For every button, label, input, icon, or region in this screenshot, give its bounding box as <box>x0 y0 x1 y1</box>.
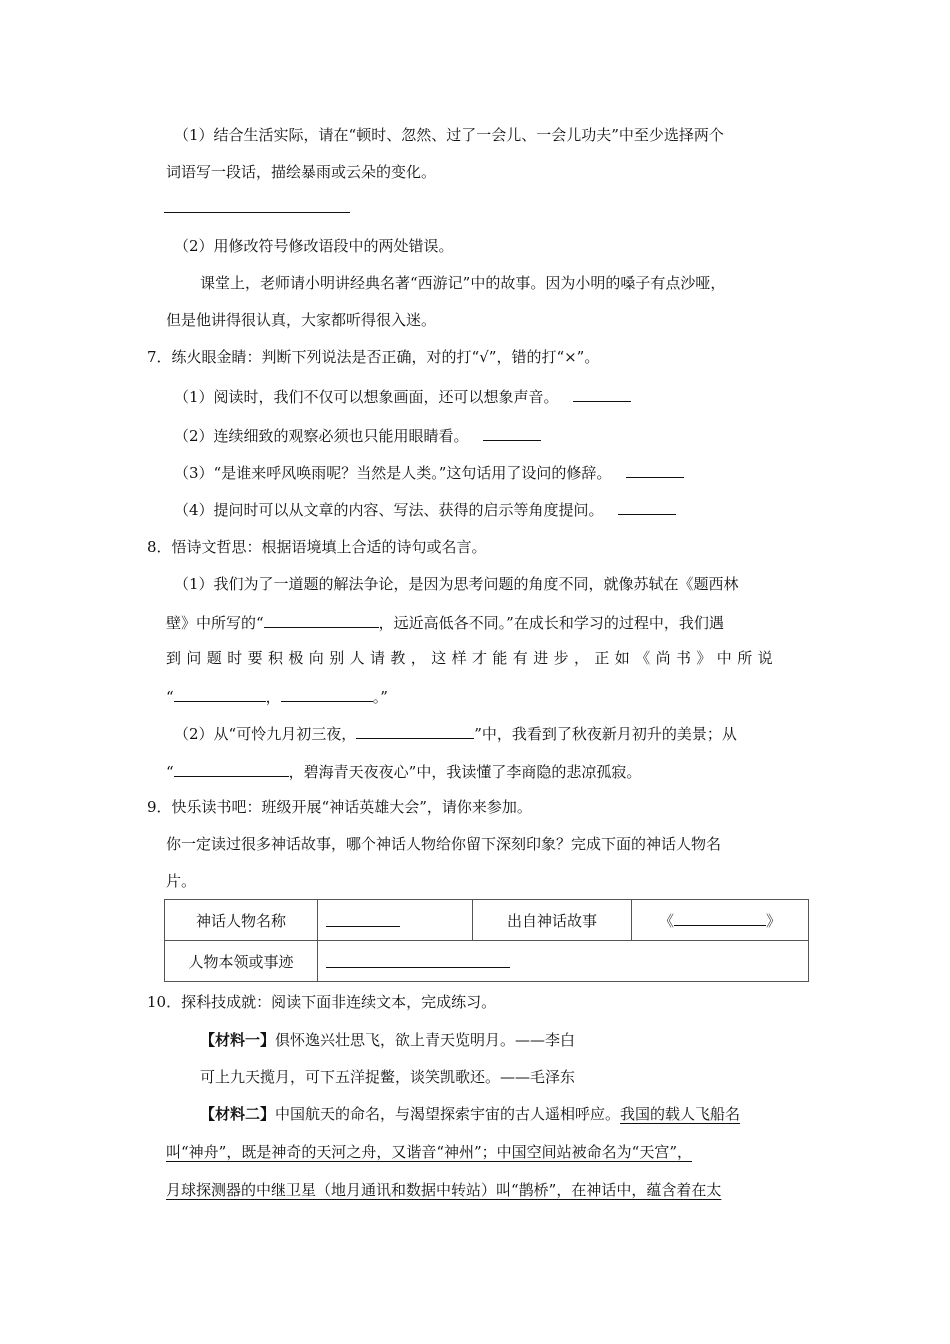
q8-part2-text-a: （2）从“可怜九月初三夜， <box>174 725 357 743</box>
q9-intro-line1: 你一定读过很多神话故事，哪个神话人物给你留下深刻印象？完成下面的神话人物名 <box>166 835 722 853</box>
q9-title: 9．快乐读书吧：班级开展“神话英雄大会”，请你来参加。 <box>147 798 532 816</box>
q6-part2-title: （2）用修改符号修改语段中的两处错误。 <box>174 237 454 255</box>
book-close-bracket: 》 <box>766 912 782 930</box>
deeds-label: 人物本领或事迹 <box>188 952 294 971</box>
q7-item-1-blank[interactable] <box>573 385 631 402</box>
name-label: 神话人物名称 <box>195 911 286 930</box>
q6-part1-line1: （1）结合生活实际，请在“顿时、忽然、过了一会儿、一会儿功夫”中至少选择两个 <box>174 126 724 144</box>
q8-open-quote: “ <box>166 688 174 706</box>
q8-part1-line2 <box>166 611 724 633</box>
q6-answer-line[interactable] <box>164 196 350 218</box>
q10-title: 10．探科技成就：阅读下面非连续文本，完成练习。 <box>147 993 497 1011</box>
q8-blank-2[interactable] <box>174 685 266 702</box>
material2-tag: 【材料二】 <box>200 1105 276 1123</box>
q9-intro-line2: 片。 <box>166 872 197 890</box>
story-label-cell <box>473 900 632 941</box>
deeds-blank[interactable] <box>326 951 510 968</box>
q8-part1-text-b: ，远近高低各不同。”在成长和学习的过程中，我们遇 <box>378 614 724 632</box>
name-blank[interactable] <box>326 910 400 927</box>
q6-paragraph-line2: 但是他讲得很认真，大家都听得很入迷。 <box>166 311 437 329</box>
q7-item-3 <box>174 461 684 483</box>
material1-tag: 【材料一】 <box>200 1031 276 1049</box>
book-open-bracket: 《 <box>658 912 674 930</box>
story-label: 出自神话故事 <box>506 911 597 930</box>
q10-material2-line1 <box>200 1104 740 1124</box>
q8-part2-line1 <box>174 722 737 744</box>
myth-character-card-table <box>164 899 809 982</box>
story-blank[interactable] <box>674 909 766 926</box>
q7-item-2-blank[interactable] <box>483 424 541 441</box>
q7-item-3-blank[interactable] <box>626 461 684 478</box>
q7-item-4-text: （4）提问时可以从文章的内容、写法、获得的启示等角度提问。 <box>174 501 604 519</box>
q6-paragraph-line1: 课堂上，老师请小明讲经典名著“西游记”中的故事。因为小明的嗓子有点沙哑， <box>200 274 726 292</box>
deeds-answer-cell[interactable] <box>318 941 809 982</box>
q6-part1-line2: 词语写一段话，描绘暴雨或云朵的变化。 <box>166 163 437 181</box>
q8-comma: ， <box>265 688 281 706</box>
q8-close-quote: 。” <box>372 688 388 706</box>
q8-blank-4[interactable] <box>356 722 474 739</box>
material2-text: 中国航天的命名，与渴望探索宇宙的古人遥相呼应。 <box>275 1105 621 1123</box>
q10-material1-line2: 可上九天揽月，可下五洋捉鳖，谈笑凯歌还。——毛泽东 <box>200 1068 576 1086</box>
q7-item-2-text: （2）连续细致的观察必须也只能用眼睛看。 <box>174 427 469 445</box>
deeds-label-cell <box>165 941 318 982</box>
q10-material2-line2: 叫“神舟”，既是神奇的天河之舟，又谐音“神州”；中国空间站被命名为“天宫”， <box>166 1143 693 1161</box>
q8-part2-line2 <box>166 760 641 782</box>
q7-item-3-text: （3）“是谁来呼风唤雨呢？当然是人类。”这句话用了设问的修辞。 <box>174 464 612 482</box>
q7-item-4 <box>174 498 676 520</box>
q8-part1-text-a: 壁》中所写的“ <box>166 614 264 632</box>
q8-part1-line4 <box>166 685 388 707</box>
q8-blank-3[interactable] <box>281 685 373 702</box>
q7-item-4-blank[interactable] <box>618 498 676 515</box>
q8-part1-line1: （1）我们为了一道题的解法争论，是因为思考问题的角度不同，就像苏轼在《题西林 <box>174 575 739 593</box>
story-answer-cell[interactable] <box>632 900 809 941</box>
material2-underlined-text: 我国的载人飞船名 <box>620 1105 741 1123</box>
q8-blank-1[interactable] <box>264 611 379 628</box>
q10-material1-line1 <box>200 1030 575 1050</box>
material1-text: 俱怀逸兴壮思飞，欲上青天览明月。——李白 <box>275 1031 576 1049</box>
q7-item-2 <box>174 424 541 446</box>
q7-title: 7．练火眼金睛：判断下列说法是否正确，对的打“√”，错的打“×”。 <box>147 348 600 366</box>
name-answer-cell[interactable] <box>318 900 473 941</box>
q7-item-1 <box>174 385 631 407</box>
q8-part2-text-b: ”中，我看到了秋夜新月初升的美景；从 <box>474 725 737 743</box>
q7-item-1-text: （1）阅读时，我们不仅可以想象画面，还可以想象声音。 <box>174 388 559 406</box>
q10-material2-line3: 月球探测器的中继卫星（地月通讯和数据中转站）叫“鹊桥”，在神话中，蕴含着在太 <box>166 1181 722 1199</box>
q8-blank-5[interactable] <box>174 760 289 777</box>
q8-part1-line3: 到问题时要积极向别人请教，这样才能有进步，正如《尚书》中所说 <box>166 649 779 667</box>
q8-title: 8．悟诗文哲思：根据语境填上合适的诗句或名言。 <box>147 538 487 556</box>
q8-part2-text-c: “ <box>166 763 174 781</box>
name-label-cell <box>165 900 318 941</box>
q8-part2-text-d: ，碧海青天夜夜心”中，我读懂了李商隐的悲凉孤寂。 <box>288 763 642 781</box>
